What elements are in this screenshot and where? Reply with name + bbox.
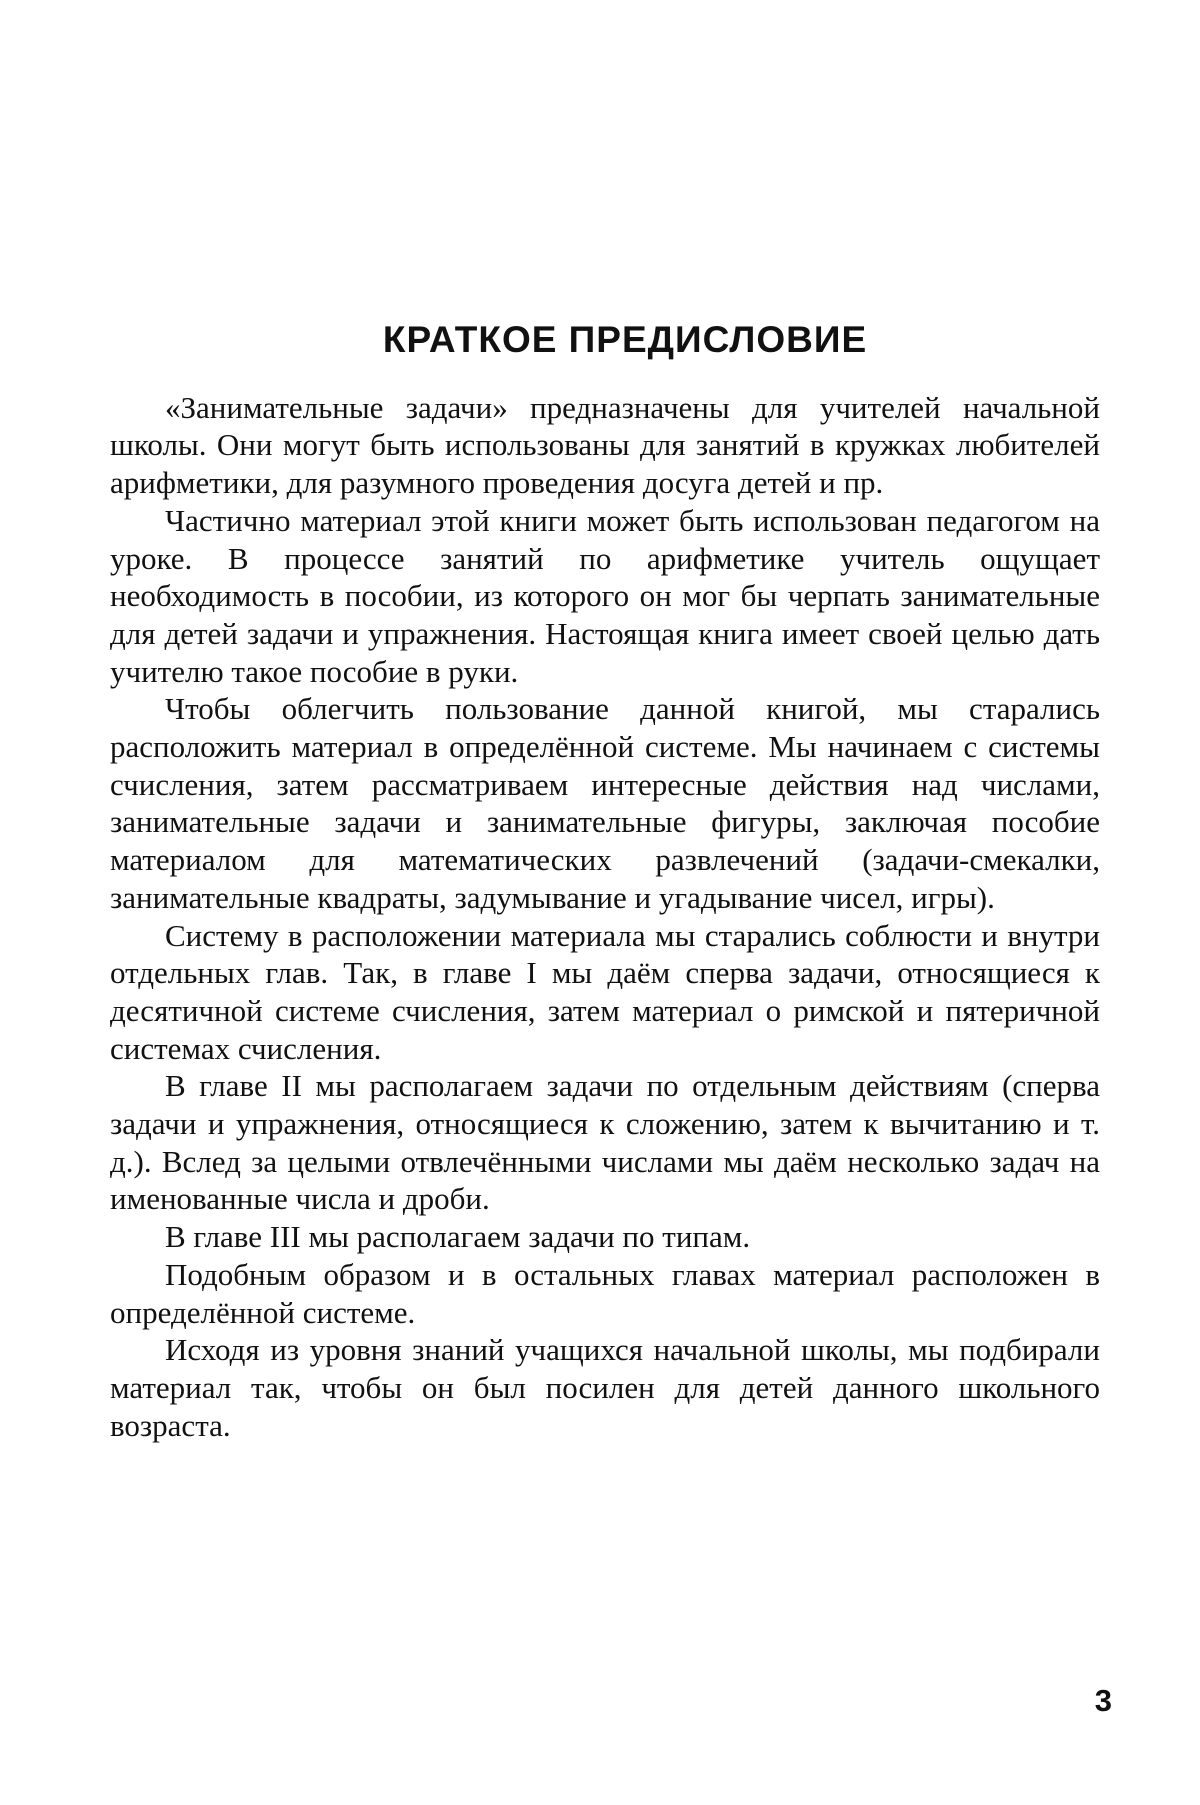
paragraph-5: В главе II мы располагаем задачи по отдельным действиям (сперва задачи и упражнения, относящиеся к сложению, затем к вычитанию и т. д.). Вслед за целыми отвлечёнными числами мы даём несколько задач на именованные числа и дроби. — [110, 1068, 1100, 1217]
paragraph-4: Систему в расположении материала мы старались соблюсти и внутри отдельных глав. Так, в главе I мы даём сперва задачи, относящиеся к десятичной системе счисления, затем материал о римской и пятеричной системах счисления. — [110, 917, 1100, 1066]
page-text — [110, 320, 1100, 1444]
paragraph-6: В главе III мы располагаем задачи по типам. — [165, 1219, 751, 1255]
paragraph-2: Частично материал этой книги может быть использован педагогом на уроке. В процессе занятий по арифметике учитель ощущает необходимость в пособии, из которого он мог бы черпать занимательные для детей задачи и упражнения. Настоящая книга имеет своей целью дать учителю такое пособие в руки. — [110, 502, 1100, 689]
paragraph-3: Чтобы облегчить пользование данной книгой, мы старались расположить материал в определённой системе. Мы начинаем с системы счисления, затем рассматриваем интересные действия над числами, занимательные задачи и занимательные фигуры, заключая пособие материалом для математических развлечений (задачи-смекалки, занимательные квадраты, задумывание и угадывание чисел, игры). — [110, 691, 1100, 915]
page-number: 3 — [1094, 1683, 1112, 1718]
paragraph-7: Подобным образом и в остальных главах материал расположен в определённой системе. — [110, 1256, 1100, 1330]
paragraph-8: Исходя из уровня знаний учащихся начальной школы, мы подбирали материал так, чтобы он был посилен для детей данного школьного возраста. — [110, 1332, 1100, 1443]
page-title: КРАТКОЕ ПРЕДИСЛОВИЕ — [382, 319, 868, 360]
paragraph-1: «Занимательные задачи» предназначены для учителей начальной школы. Они могут быть использованы для занятий в кружках любителей арифметики, для разумного проведения досуга детей и пр. — [110, 389, 1100, 501]
